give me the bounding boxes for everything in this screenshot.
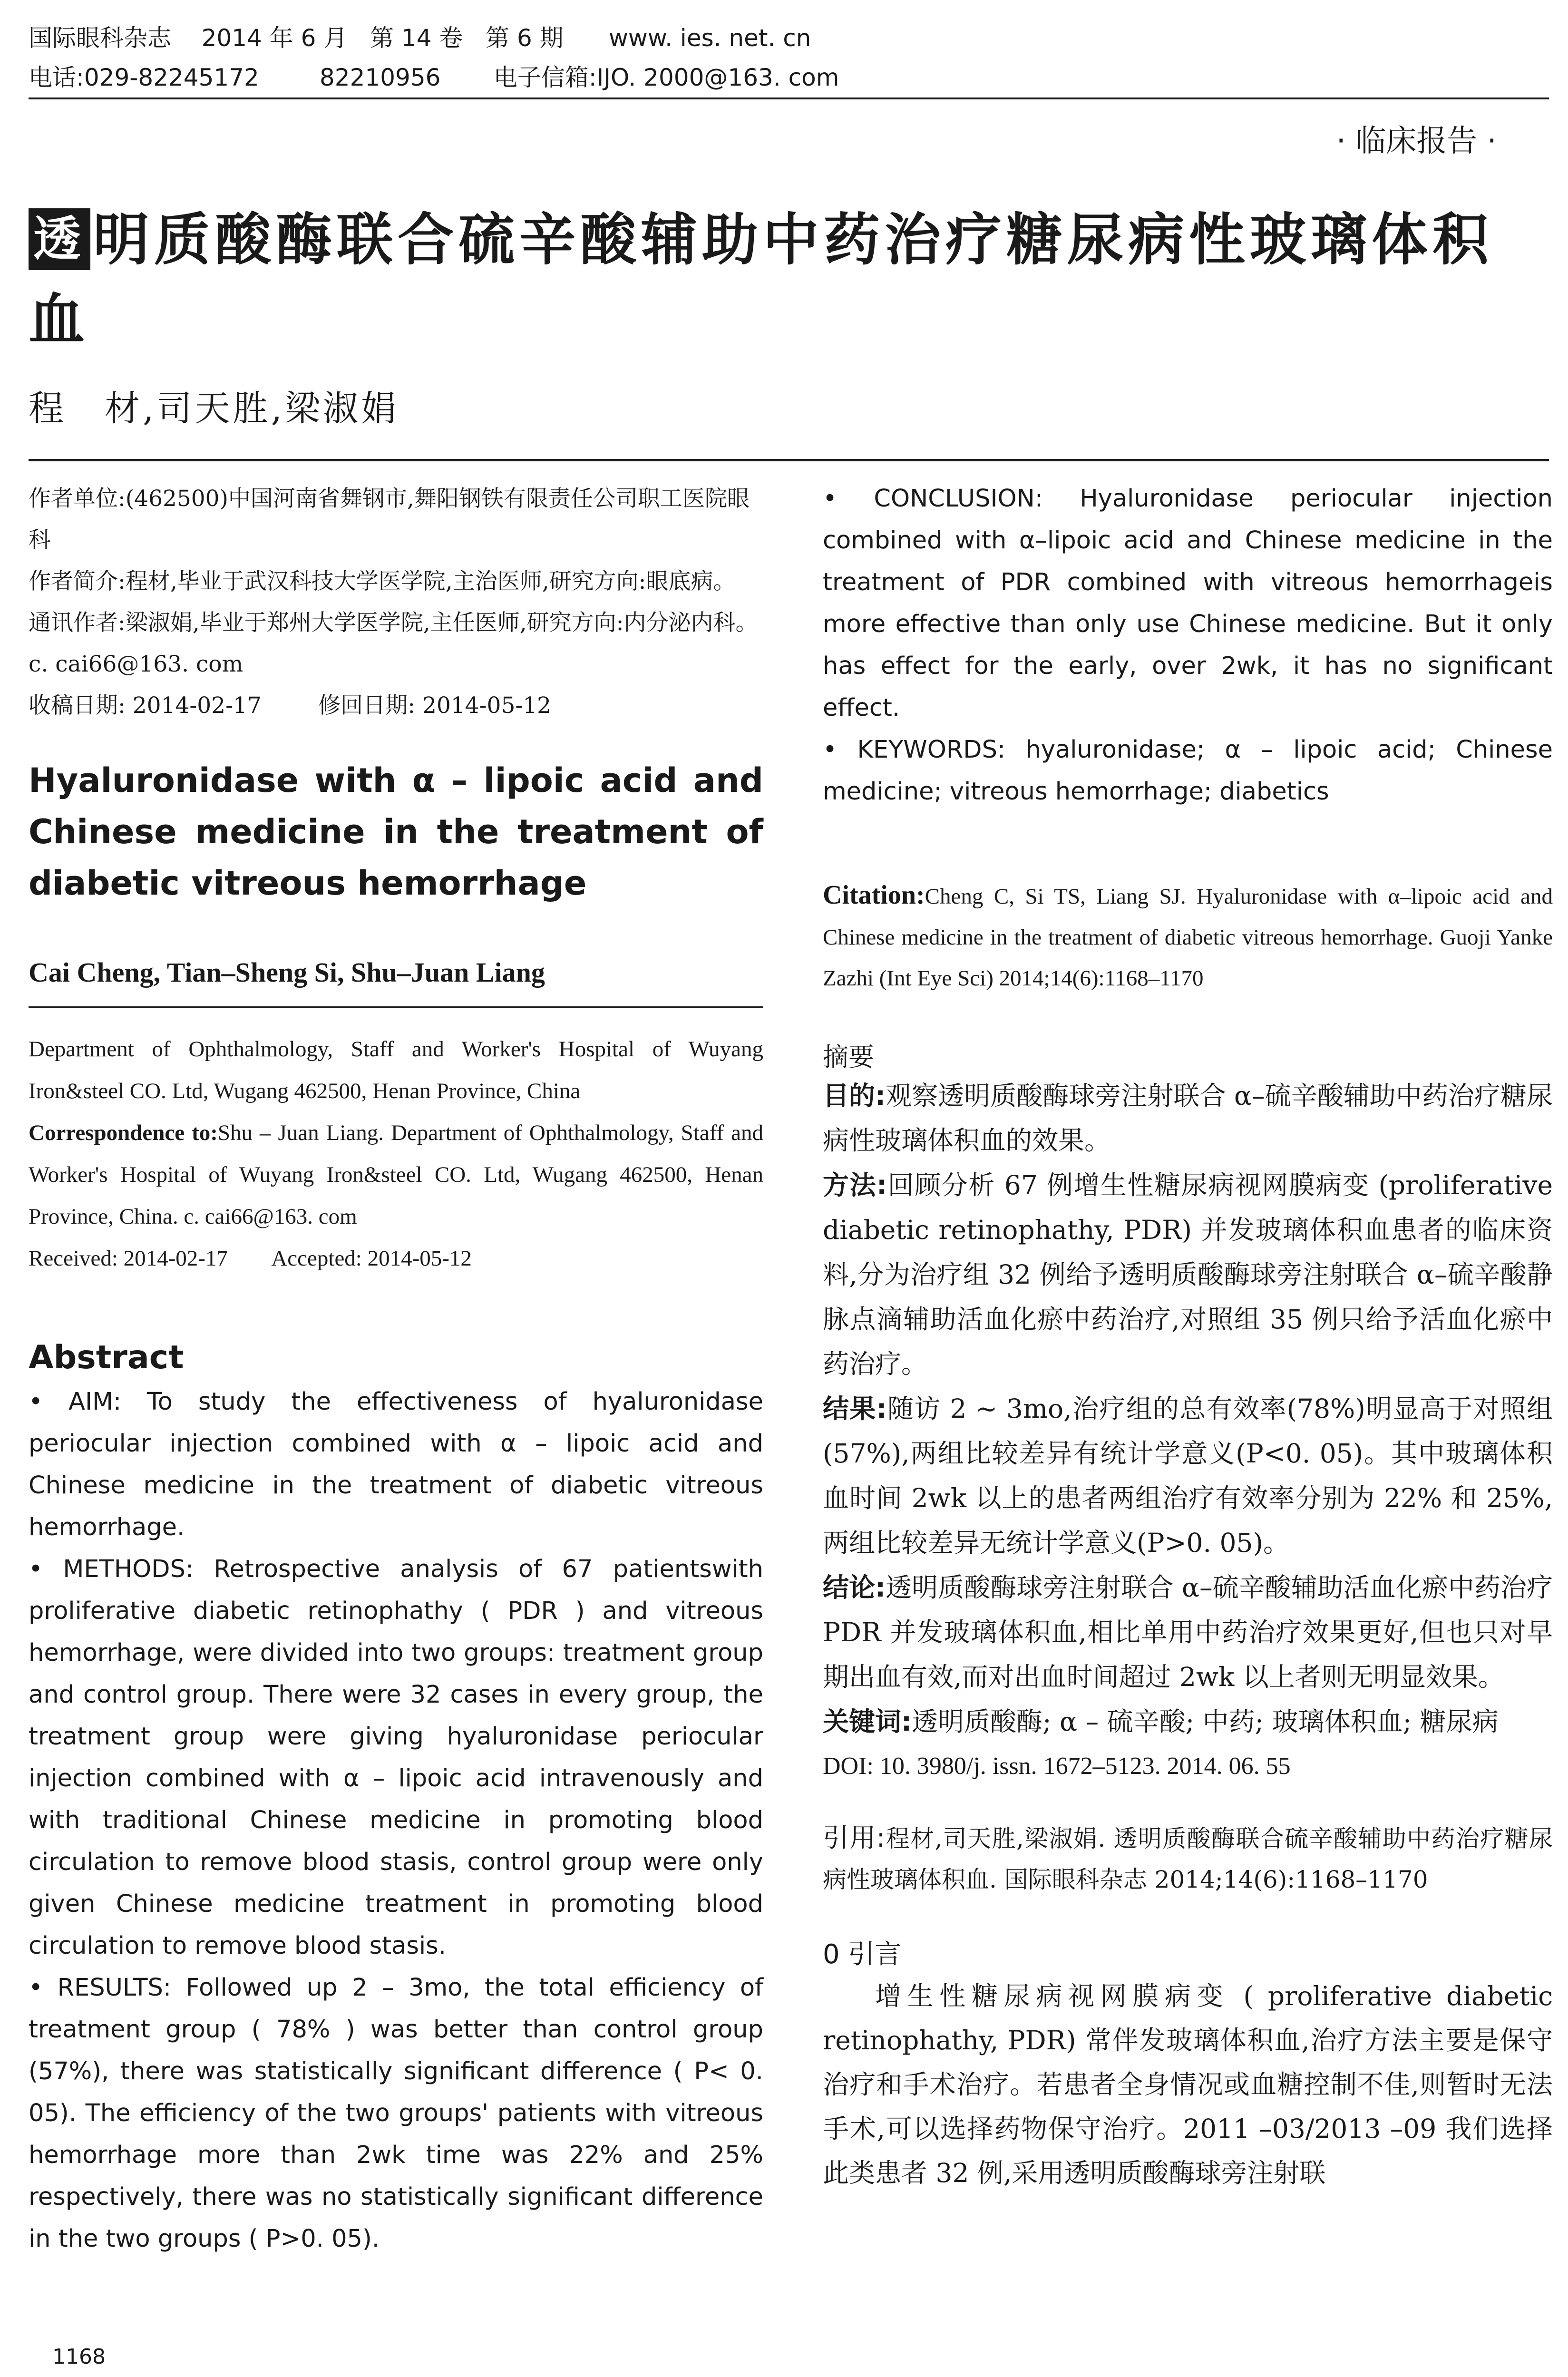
corresponding-author: 通讯作者:梁淑娟,毕业于郑州大学医学院,主任医师,研究方向:内分泌内科。c. cai66@163. com [29,610,758,677]
correspondence [29,1112,763,1237]
english-title: Hyaluronidase with α – lipoic acid and Chinese medicine in the treatment of diabetic vitreous hemorrhage [29,761,763,903]
cn-dates: 收稿日期: 2014-02-17 修回日期: 2014-05-12 [29,692,552,719]
zh-results [823,1386,1553,1565]
abstract-heading: Abstract [29,1339,184,1376]
cn-citation-text: 程材,司天胜,梁淑娟. 透明质酸酶联合硫辛酸辅助中药治疗糖尿病性玻璃体积血. 国际眼科杂志 2014;14(6):1168–1170 [823,1825,1553,1893]
zh-methods [823,1163,1553,1386]
zh-aim-text: 观察透明质酸酶球旁注射联合 α–硫辛酸辅助中药治疗糖尿病性玻璃体积血的效果。 [823,1081,1553,1156]
zh-aim [823,1073,1553,1163]
zh-abstract-body [823,1073,1553,1744]
section-tag: · 临床报告 · [1336,124,1497,159]
abstract-aim: • AIM: To study the effectiveness of hyaluronidase periocular injection combined with α – lipoic acid and Chinese medicine in the treatment of diabetic vitreous hemorrhage. [29,1388,763,1541]
abstract-body-cont [823,478,1553,813]
journal-header-line1: 国际眼科杂志 2014 年 6 月 第 14 卷 第 6 期 www. ies. net. cn [29,24,811,52]
affiliation-rule [29,1006,763,1008]
zh-conclusion [823,1565,1553,1699]
header-rule [29,97,1549,99]
english-authors: Cai Cheng, Tian–Sheng Si, Shu–Juan Liang [29,957,545,988]
citation-label: Citation: [823,880,925,910]
citation-text: Cheng C, Si TS, Liang SJ. Hyaluronidase with α–lipoic acid and Chinese medicine in the treatment of diabetic vitreous hemorrhage. Guoji Yanke Zazhi (Int Eye Sci) 2014;14(6):1168–1170 [823,884,1553,991]
author-unit: 作者单位:(462500)中国河南省舞钢市,舞阳钢铁有限责任公司职工医院眼科 [29,486,750,553]
affiliation [29,1028,763,1279]
title-rest: 明质酸酶联合硫辛酸辅助中药治疗糖尿病性玻璃体积血 [29,207,1494,352]
intro-text: 增生性糖尿病视网膜病变 ( proliferative diabetic retinophathy, PDR) 常伴发玻璃体积血,治疗方法主要是保守治疗和手术治疗。若患者全身情况或血糖控制不佳,则暂时无法手术,可以选择药物保守治疗。2011 –03/2013 –09 我们选择此类患者 32 例,采用透明质酸酶球旁注射联 [823,1981,1553,2188]
intro-heading: 0 引言 [823,1939,902,1970]
abstract-methods: • METHODS: Retrospective analysis of 67 patientswith proliferative diabetic retinophathy ( PDR ) and vitreous hemorrhage, were divided into two groups: treatment group and control group. There were 32 cases in every group, the treatment group were giving hyaluronidase periocular injection combined with α – lipoic acid intravenously and with traditional Chinese medicine in promoting blood circulation to remove blood stasis, control group were only given Chinese medicine treatment in promoting blood circulation to remove blood stasis. [29,1555,763,1960]
abstract-results: • RESULTS: Followed up 2 – 3mo, the total efficiency of treatment group ( 78% ) was better than control group (57%), there was statistically significant difference ( P< 0. 05). The efficiency of the two groups' patients with vitreous hemorrhage more than 2wk time was 22% and 25% respectively, there was no statistically significant difference in the two groups ( P>0. 05). [29,1974,763,2253]
right-column [823,478,1553,2195]
page-number: 1168 [52,2345,106,2369]
zh-conclusion-label: 结论: [823,1572,886,1603]
title-first-char: 透 [29,208,90,270]
doi: DOI: 10. 3980/j. issn. 1672–5123. 2014. 06. 55 [823,1753,1291,1780]
correspondence-label: Correspondence to: [29,1120,218,1145]
affiliation-dept: Department of Ophthalmology, Staff and Worker's Hospital of Wuyang Iron&steel CO. Ltd, Wugang 462500, Henan Province, China [29,1037,763,1103]
journal-header-line2: 电话:029-82245172 82210956 电子信箱:IJO. 2000@163. com [29,64,839,91]
zh-results-text: 随访 2 ~ 3mo,治疗组的总有效率(78%)明显高于对照组(57%),两组比较差异有统计学意义(P<0. 05)。其中玻璃体积血时间 2wk 以上的患者两组治疗有效率分别为 22% 和 25%,两组比较差异无统计学意义(P>0. 05)。 [823,1393,1553,1558]
cn-citation-label: 引用: [823,1822,886,1853]
author-bio: 作者简介:程材,毕业于武汉科技大学医学院,主治医师,研究方向:眼底病。 [29,568,736,594]
zh-methods-text: 回顾分析 67 例增生性糖尿病视网膜病变 (proliferative diabetic retinophathy, PDR) 并发玻璃体积血患者的临床资料,分为治疗组 32 例给予透明质酸酶球旁注射联合 α–硫辛酸静脉点滴辅助活血化瘀中药治疗,对照组 35 例只给予活血化瘀中药治疗。 [823,1170,1553,1379]
authors-rule [29,459,1549,461]
zh-keywords-text: 透明质酸酶; α – 硫辛酸; 中药; 玻璃体积血; 糖尿病 [912,1706,1499,1737]
zh-abstract-heading: 摘要 [823,1042,874,1072]
citation [823,875,1553,999]
en-dates: Received: 2014-02-17 Accepted: 2014-05-12 [29,1246,472,1271]
left-column [29,478,763,2260]
zh-aim-label: 目的: [823,1081,886,1111]
abstract-keywords: • KEYWORDS: hyaluronidase; α – lipoic acid; Chinese medicine; vitreous hemorrhage; diabetics [823,736,1553,806]
authors: 程 材,司天胜,梁淑娟 [29,388,399,429]
zh-results-label: 结果: [823,1393,887,1424]
cn-citation [823,1817,1553,1900]
zh-keywords [823,1699,1553,1744]
abstract-body [29,1381,763,2260]
article-title [29,200,1550,360]
zh-keywords-label: 关键词: [823,1706,912,1737]
zh-methods-label: 方法: [823,1170,887,1200]
abstract-conclusion: • CONCLUSION: Hyaluronidase periocular injection combined with α–lipoic acid and Chinese medicine in the treatment of PDR combined with vitreous hemorrhageis more effective than only use Chinese medicine. But it only has effect for the early, over 2wk, it has no significant effect. [823,485,1553,722]
zh-conclusion-text: 透明质酸酶球旁注射联合 α–硫辛酸辅助活血化瘀中药治疗 PDR 并发玻璃体积血,相比单用中药治疗效果更好,但也只对早期出血有效,而对出血时间超过 2wk 以上者则无明显效果。 [823,1572,1553,1692]
correspondence-text: Shu – Juan Liang. Department of Ophthalmology, Staff and Worker's Hospital of Wuyang Iron&steel CO. Ltd, Wugang 462500, Henan Province, China. c. cai66@163. com [29,1120,763,1229]
